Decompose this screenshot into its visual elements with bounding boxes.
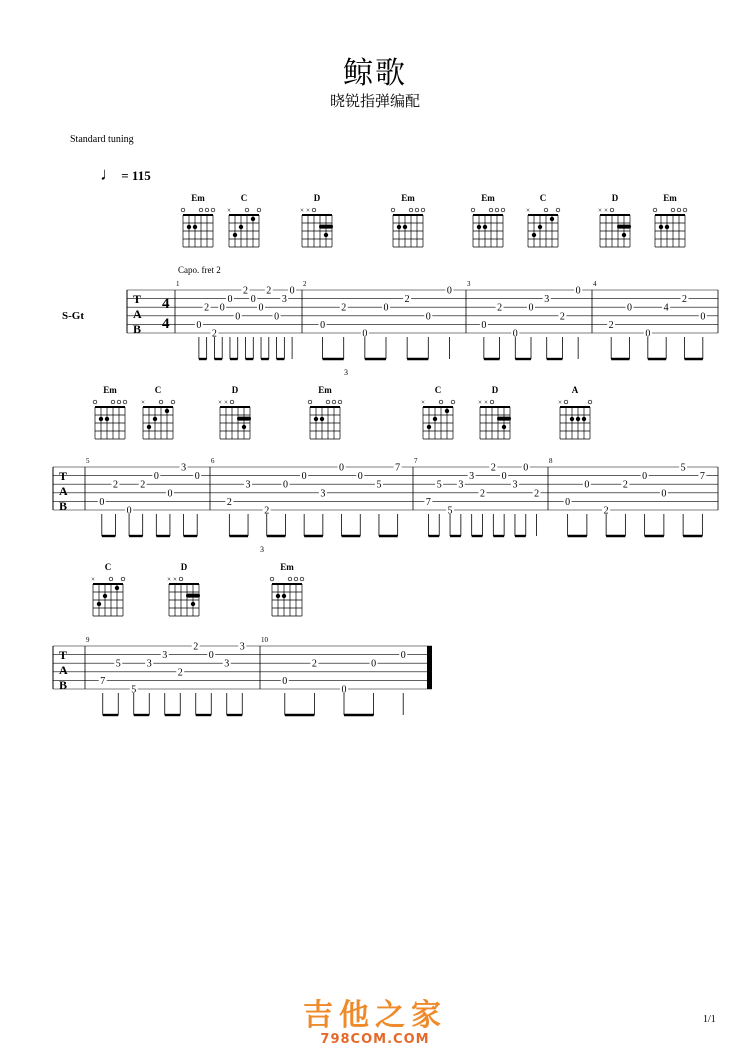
finger-dot [445, 409, 449, 413]
fret-number: 0 [512, 328, 518, 340]
open-string-marker [159, 400, 163, 404]
muted-string-marker: × [306, 206, 310, 215]
capo-label: Capo. fret 2 [178, 265, 221, 275]
measure-number: 1 [176, 280, 180, 288]
finger-dot [532, 233, 536, 237]
open-string-marker [556, 208, 560, 212]
finger-dot [427, 425, 431, 429]
fret-number: 0 [523, 462, 529, 474]
open-string-marker [288, 577, 292, 581]
finger-dot [165, 409, 169, 413]
finger-dot [550, 217, 554, 221]
fret-number: 0 [575, 285, 581, 297]
chord-name: C [154, 385, 162, 395]
open-string-marker [270, 577, 274, 581]
fret-number: 5 [447, 505, 453, 517]
tab-letter: A [133, 307, 142, 321]
chord-name: Em [663, 193, 677, 203]
fret-number: 3 [146, 658, 152, 670]
fret-number: 2 [204, 302, 210, 314]
finger-dot [153, 417, 157, 421]
fret-number: 5 [436, 479, 442, 491]
fret-number: 0 [196, 319, 202, 331]
tempo-value: = 115 [121, 168, 151, 183]
fret-number: 2 [243, 285, 248, 297]
chord-name: C [434, 385, 442, 395]
fret-number: 0 [362, 328, 368, 340]
fret-number: 0 [282, 479, 288, 491]
chord-name: C [539, 193, 547, 203]
open-string-marker [109, 577, 113, 581]
fret-number: 7 [699, 471, 705, 483]
fret-number: 0 [258, 302, 264, 314]
finger-dot [233, 233, 237, 237]
finger-dot [320, 417, 324, 421]
fret-number: 0 [565, 496, 571, 508]
fret-number: 7 [395, 462, 401, 474]
time-signature-bottom: 4 [162, 316, 170, 332]
open-string-marker [338, 400, 342, 404]
finger-dot [665, 225, 669, 229]
fret-number: 3 [320, 488, 326, 500]
finger-dot [251, 217, 255, 221]
open-string-marker [300, 577, 304, 581]
fret-number: 2 [622, 479, 628, 491]
fret-number: 0 [289, 285, 295, 297]
time-signature-top: 4 [162, 296, 170, 312]
finger-dot [538, 225, 542, 229]
chord-name: Em [103, 385, 117, 395]
chord-name: D [611, 193, 619, 203]
barre-bar [237, 417, 251, 421]
finger-dot [477, 225, 481, 229]
fret-number: 0 [339, 462, 345, 474]
fret-number: 3 [245, 479, 251, 491]
song-subtitle: 晓锐指弹编配 [329, 92, 420, 110]
fret-number: 5 [376, 479, 382, 491]
chord-name: C [240, 193, 248, 203]
fret-number: 0 [250, 294, 256, 306]
open-string-marker [111, 400, 115, 404]
open-string-marker [245, 208, 249, 212]
fret-number: 2 [682, 294, 687, 306]
fret-number: 0 [400, 650, 406, 662]
fret-number: 2 [211, 328, 217, 340]
finger-dot [115, 586, 119, 590]
fret-number: 0 [661, 488, 667, 500]
finger-dot [659, 225, 663, 229]
barre-bar [186, 594, 200, 598]
fret-number: 0 [208, 650, 214, 662]
open-string-marker [677, 208, 681, 212]
muted-string-marker: × [484, 398, 488, 407]
chord-name: Em [318, 385, 332, 395]
chord-name: A [571, 385, 579, 395]
tab-letter: T [59, 648, 68, 662]
muted-string-marker: × [526, 206, 530, 215]
chord-name: D [491, 385, 499, 395]
finger-dot [187, 225, 191, 229]
fret-number: 2 [480, 488, 485, 500]
fret-number: 7 [100, 675, 106, 687]
measure-number: 5 [86, 457, 90, 465]
tab-letter: A [59, 663, 68, 677]
open-string-marker [121, 577, 125, 581]
fret-number: 3 [544, 294, 550, 306]
open-string-marker [683, 208, 687, 212]
open-string-marker [211, 208, 215, 212]
tuplet-number: 3 [260, 545, 264, 554]
finger-dot [276, 594, 280, 598]
fret-number: 5 [115, 658, 121, 670]
fret-number: 2 [112, 479, 118, 491]
finger-dot [570, 417, 574, 421]
fret-number: 0 [501, 471, 507, 483]
fret-number: 0 [642, 471, 648, 483]
fret-number: 0 [301, 471, 307, 483]
fret-number: 3 [224, 658, 230, 670]
measure-number: 2 [303, 280, 307, 288]
open-string-marker [326, 400, 330, 404]
open-string-marker [332, 400, 336, 404]
quarter-note-icon: ♩ [100, 164, 118, 184]
tab-letter: B [59, 678, 68, 692]
muted-string-marker: × [421, 398, 425, 407]
fret-number: 3 [181, 462, 187, 474]
open-string-marker [181, 208, 185, 212]
open-string-marker [179, 577, 183, 581]
final-barline [427, 646, 432, 689]
measure-number: 8 [549, 457, 553, 465]
fret-number: 0 [341, 684, 347, 696]
open-string-marker [564, 400, 568, 404]
open-string-marker [671, 208, 675, 212]
finger-dot [502, 425, 506, 429]
open-string-marker [495, 208, 499, 212]
muted-string-marker: × [558, 398, 562, 407]
fret-number: 5 [131, 684, 137, 696]
muted-string-marker: × [91, 575, 95, 584]
finger-dot [147, 425, 151, 429]
fret-number: 3 [162, 650, 168, 662]
fret-number: 2 [603, 505, 609, 517]
fret-number: 2 [266, 285, 272, 297]
open-string-marker [421, 208, 425, 212]
fret-number: 3 [469, 471, 475, 483]
finger-dot [105, 417, 109, 421]
fret-number: 0 [627, 302, 632, 314]
open-string-marker [409, 208, 413, 212]
fret-number: 0 [425, 311, 431, 323]
chord-name: Em [401, 193, 415, 203]
fret-number: 2 [608, 319, 614, 331]
muted-string-marker: × [300, 206, 304, 215]
chord-name: C [104, 562, 112, 572]
tuning-label: Standard tuning [70, 134, 134, 145]
finger-dot [403, 225, 407, 229]
page-number: 1/1 [703, 1014, 716, 1025]
fret-number: 7 [425, 496, 431, 508]
open-string-marker [489, 208, 493, 212]
muted-string-marker: × [604, 206, 608, 215]
finger-dot [97, 602, 101, 606]
open-string-marker [199, 208, 203, 212]
tab-letter: B [59, 499, 68, 513]
fret-number: 3 [512, 479, 518, 491]
fret-number: 2 [497, 302, 503, 314]
tab-letter: T [133, 292, 142, 306]
fret-number: 3 [281, 294, 287, 306]
muted-string-marker: × [478, 398, 482, 407]
fret-number: 0 [282, 675, 288, 687]
fret-number: 5 [680, 462, 686, 474]
open-string-marker [490, 400, 494, 404]
open-string-marker [312, 208, 316, 212]
fret-number: 0 [227, 294, 233, 306]
fret-number: 0 [584, 479, 590, 491]
open-string-marker [451, 400, 455, 404]
open-string-marker [93, 400, 97, 404]
fret-number: 0 [167, 488, 173, 500]
finger-dot [193, 225, 197, 229]
fret-number: 4 [663, 302, 669, 314]
open-string-marker [653, 208, 657, 212]
fret-number: 0 [320, 319, 326, 331]
finger-dot [576, 417, 580, 421]
tab-letter: B [133, 322, 142, 336]
fret-number: 2 [341, 302, 347, 314]
fret-number: 2 [140, 479, 146, 491]
fret-number: 0 [153, 471, 159, 483]
open-string-marker [117, 400, 121, 404]
measure-number: 3 [467, 280, 471, 288]
muted-string-marker: × [141, 398, 145, 407]
watermark-url: 798COM.COM [320, 1032, 430, 1047]
muted-string-marker: × [167, 575, 171, 584]
fret-number: 0 [99, 496, 105, 508]
fret-number: 0 [126, 505, 132, 517]
fret-number: 0 [700, 311, 706, 323]
open-string-marker [257, 208, 261, 212]
tuplet-number: 3 [344, 368, 348, 377]
fret-number: 0 [383, 302, 389, 314]
open-string-marker [471, 208, 475, 212]
open-string-marker [171, 400, 175, 404]
open-string-marker [501, 208, 505, 212]
barre-bar [319, 225, 333, 229]
fret-number: 2 [177, 667, 183, 679]
open-string-marker [415, 208, 419, 212]
finger-dot [242, 425, 246, 429]
fret-number: 2 [193, 641, 199, 653]
fret-number: 2 [226, 496, 232, 508]
open-string-marker [544, 208, 548, 212]
tab-letter: T [59, 469, 68, 483]
finger-dot [282, 594, 286, 598]
finger-dot [103, 594, 107, 598]
fret-number: 2 [264, 505, 270, 517]
measure-number: 10 [261, 636, 268, 644]
fret-number: 0 [194, 471, 200, 483]
measure-number: 6 [211, 457, 215, 465]
chord-name: Em [191, 193, 205, 203]
measure-number: 9 [86, 636, 90, 644]
tab-letter: A [59, 484, 68, 498]
finger-dot [314, 417, 318, 421]
open-string-marker [391, 208, 395, 212]
finger-dot [239, 225, 243, 229]
fret-number: 2 [490, 462, 496, 474]
muted-string-marker: × [218, 398, 222, 407]
fret-number: 3 [239, 641, 245, 653]
fret-number: 2 [559, 311, 565, 323]
open-string-marker [230, 400, 234, 404]
chord-name: Em [280, 562, 294, 572]
chord-name: Em [481, 193, 495, 203]
finger-dot [324, 233, 328, 237]
chord-name: D [231, 385, 239, 395]
finger-dot [582, 417, 586, 421]
muted-string-marker: × [173, 575, 177, 584]
finger-dot [433, 417, 437, 421]
finger-dot [622, 233, 626, 237]
watermark-logo: 吉他之家 [303, 998, 447, 1033]
chord-name: D [180, 562, 188, 572]
fret-number: 0 [446, 285, 452, 297]
fret-number: 0 [645, 328, 651, 340]
fret-number: 2 [404, 294, 410, 306]
barre-bar [497, 417, 511, 421]
fret-number: 0 [371, 658, 377, 670]
muted-string-marker: × [598, 206, 602, 215]
muted-string-marker: × [224, 398, 228, 407]
muted-string-marker: × [227, 206, 231, 215]
fret-number: 2 [311, 658, 317, 670]
fret-number: 0 [528, 302, 534, 314]
finger-dot [397, 225, 401, 229]
open-string-marker [308, 400, 312, 404]
open-string-marker [294, 577, 298, 581]
measure-number: 4 [593, 280, 597, 288]
finger-dot [99, 417, 103, 421]
track-name: S-Gt [62, 310, 84, 322]
fret-number: 0 [357, 471, 363, 483]
fret-number: 3 [458, 479, 464, 491]
fret-number: 0 [481, 319, 487, 331]
fret-number: 0 [219, 302, 225, 314]
open-string-marker [439, 400, 443, 404]
open-string-marker [610, 208, 614, 212]
measure-number: 7 [414, 457, 418, 465]
chord-name: D [313, 193, 321, 203]
finger-dot [191, 602, 195, 606]
barre-bar [617, 225, 631, 229]
open-string-marker [205, 208, 209, 212]
fret-number: 2 [534, 488, 540, 500]
open-string-marker [123, 400, 127, 404]
fret-number: 0 [274, 311, 280, 323]
finger-dot [483, 225, 487, 229]
song-title: 鲸歌 [343, 56, 407, 91]
open-string-marker [588, 400, 592, 404]
fret-number: 0 [235, 311, 241, 323]
